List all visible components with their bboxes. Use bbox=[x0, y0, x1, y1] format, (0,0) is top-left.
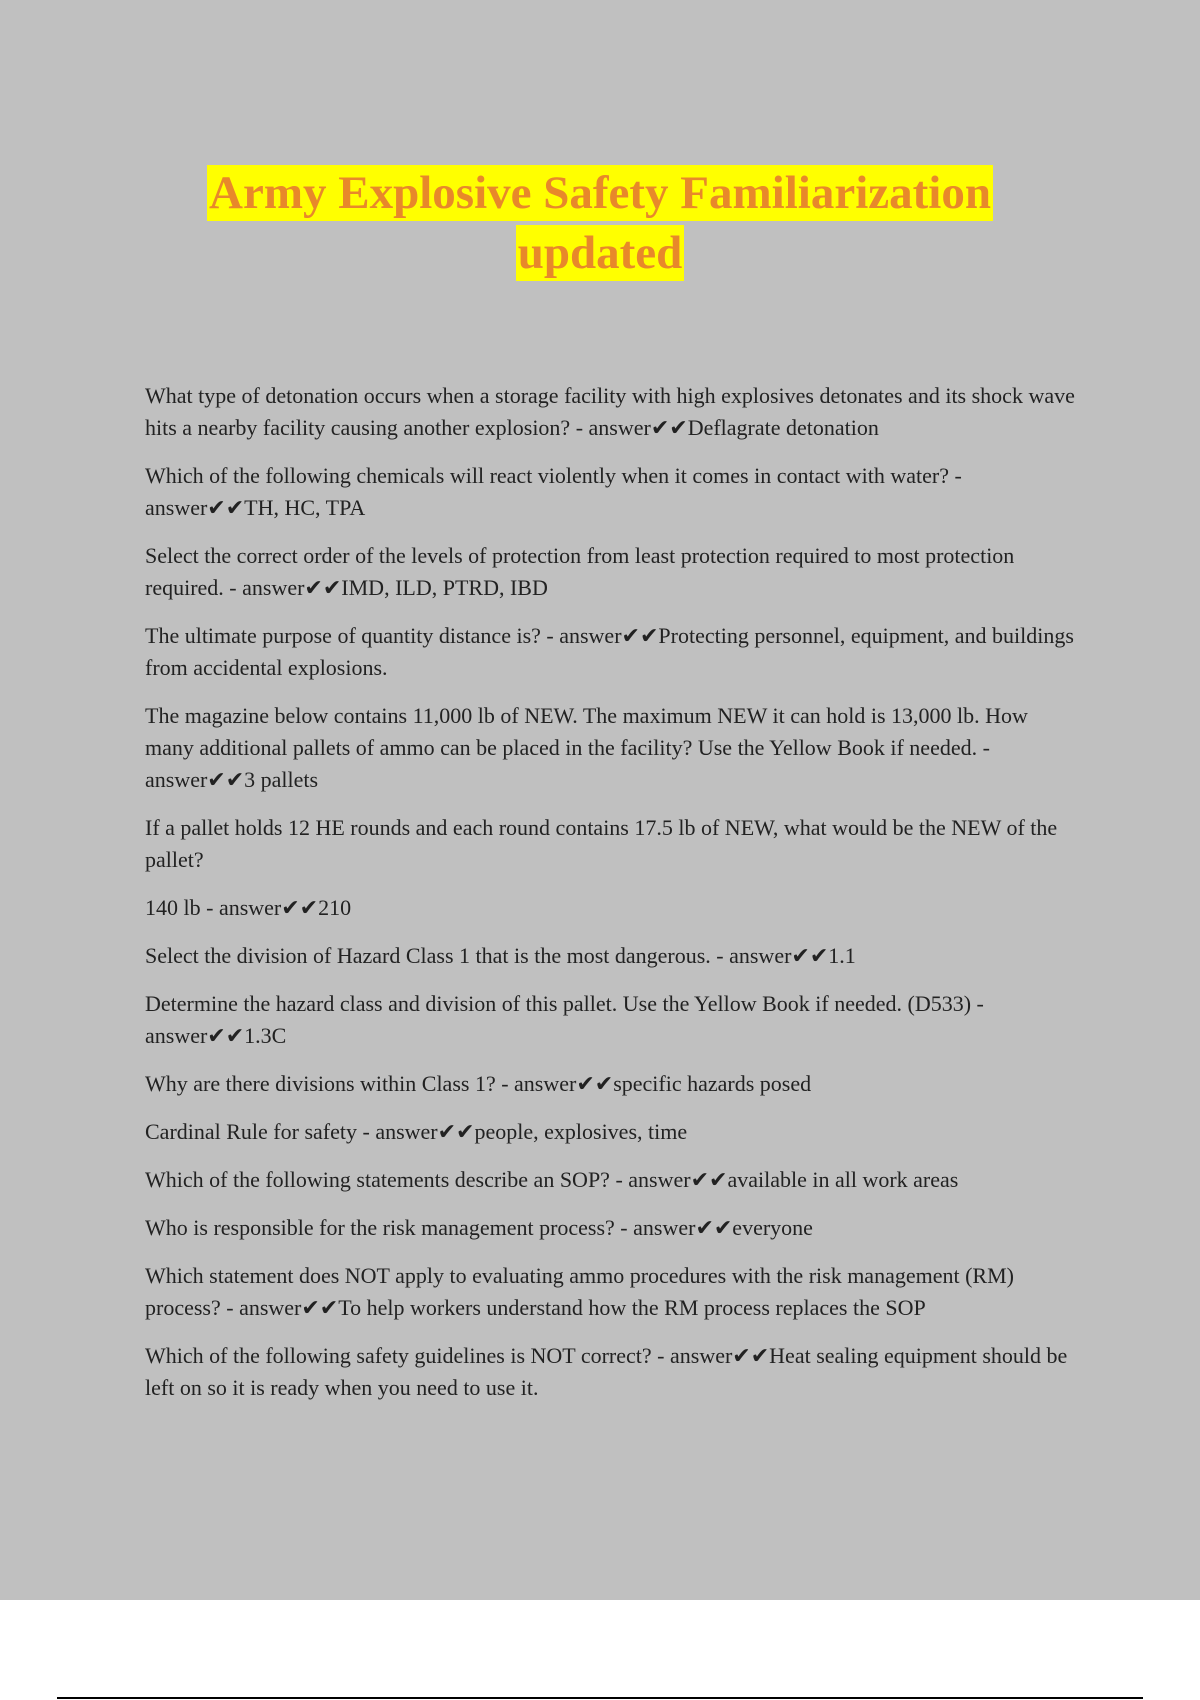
question-answer-list bbox=[145, 380, 1080, 1420]
title-line-1: Army Explosive Safety Familiarization bbox=[209, 167, 991, 219]
qa-item: Select the correct order of the levels of protection from least protection required to most protection required. - answer✔✔IMD, ILD, PTRD, IBD bbox=[145, 543, 1015, 600]
footer-divider bbox=[57, 1697, 1143, 1699]
qa-item: What type of detonation occurs when a storage facility with high explosives detonates and its shock wave hits a nearby facility causing another explosion? - answer✔✔Deflagrate detonation bbox=[145, 383, 1075, 440]
qa-item: Which statement does NOT apply to evaluating ammo procedures with the risk management (RM) process? - answer✔✔To help workers understand how the RM process replaces the SOP bbox=[145, 1263, 1014, 1320]
qa-item: The magazine below contains 11,000 lb of NEW. The maximum NEW it can hold is 13,000 lb. How many additional pallets of ammo can be placed in the facility? Use the Yellow Book if needed. - answer✔✔3 pallets bbox=[145, 703, 1028, 792]
document-title bbox=[0, 165, 1200, 285]
qa-item: If a pallet holds 12 HE rounds and each round contains 17.5 lb of NEW, what would be the NEW of the pallet? bbox=[145, 815, 1058, 872]
qa-item: Cardinal Rule for safety - answer✔✔people, explosives, time bbox=[145, 1119, 688, 1144]
qa-item: The ultimate purpose of quantity distance is? - answer✔✔Protecting personnel, equipment, and buildings from accidental explosions. bbox=[145, 623, 1074, 680]
qa-item: Who is responsible for the risk management process? - answer✔✔everyone bbox=[145, 1215, 813, 1240]
qa-item: 140 lb - answer✔✔210 bbox=[145, 895, 352, 920]
qa-item: Determine the hazard class and division of this pallet. Use the Yellow Book if needed. (D533) - answer✔✔1.3C bbox=[145, 991, 984, 1048]
qa-item: Select the division of Hazard Class 1 that is the most dangerous. - answer✔✔1.1 bbox=[145, 943, 856, 968]
qa-item: Which of the following safety guidelines is NOT correct? - answer✔✔Heat sealing equipment should be left on so it is ready when you need to use it. bbox=[145, 1343, 1068, 1400]
qa-item: Which of the following chemicals will react violently when it comes in contact with water? - answer✔✔TH, HC, TPA bbox=[145, 463, 962, 520]
qa-item: Which of the following statements describe an SOP? - answer✔✔available in all work areas bbox=[145, 1167, 959, 1192]
qa-item: Why are there divisions within Class 1? - answer✔✔specific hazards posed bbox=[145, 1071, 812, 1096]
title-line-2: updated bbox=[517, 227, 683, 279]
